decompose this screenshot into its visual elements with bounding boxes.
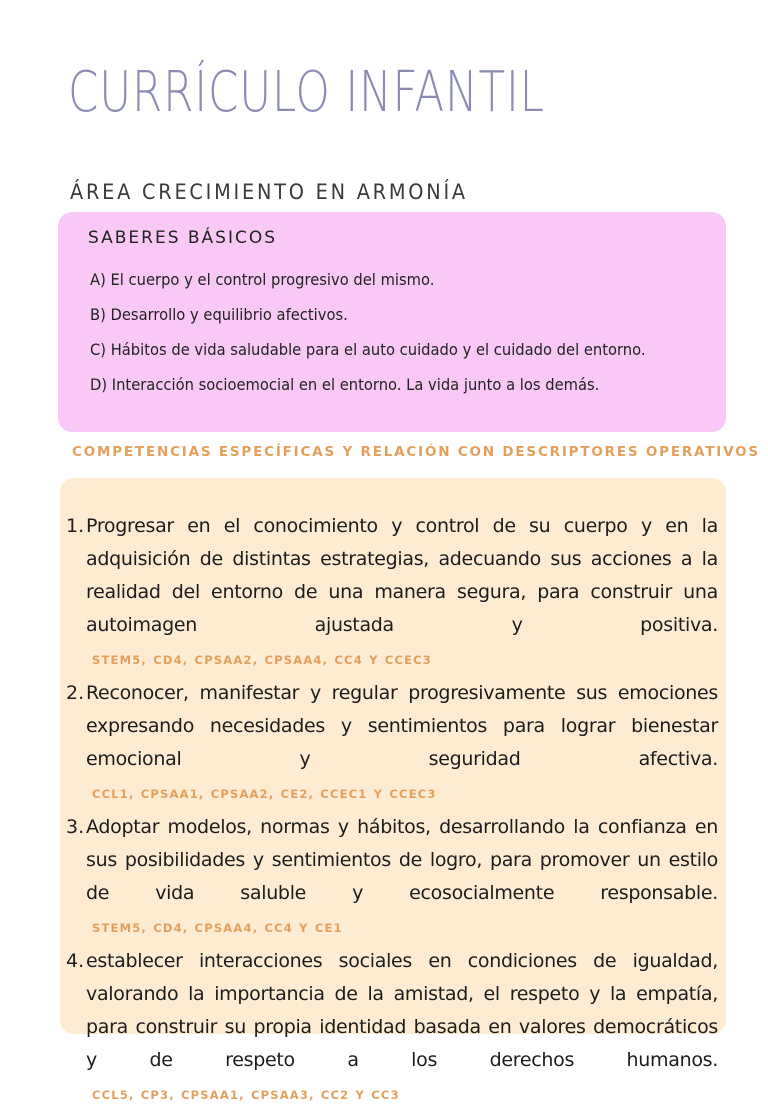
competencia-text: Progresar en el conocimiento y control de su cuerpo y en la adquisición de distintas estrategias, adecuando sus acciones a la realidad del entorno de una manera segura, para construir una autoimagen ajustada y positiva. bbox=[86, 515, 718, 636]
competencia-text: Reconocer, manifestar y regular progresivamente sus emociones expresando necesidades y sentimientos para lograr bienestar emocional y seguridad afectiva. bbox=[86, 682, 718, 770]
competencia-text: Adoptar modelos, normas y hábitos, desarrollando la confianza en sus posibilidades y sentimientos de logro, para promover un estilo de vida saluble y ecosocialmente responsable. bbox=[86, 816, 718, 904]
competencias-box bbox=[60, 478, 726, 1102]
saberes-item: A) El cuerpo y el control progresivo del mismo. bbox=[90, 270, 435, 289]
competencia-item bbox=[66, 811, 718, 945]
saberes-item: B) Desarrollo y equilibrio afectivos. bbox=[90, 305, 348, 324]
competencia-descriptors: STEM5, CD4, CPSAA4, CC4 Y CE1 bbox=[92, 921, 343, 935]
page-title: CURRÍCULO INFANTIL bbox=[68, 60, 545, 125]
competencia-number: 3. bbox=[66, 816, 85, 838]
competencia-number: 2. bbox=[66, 682, 85, 704]
competencia-descriptors: CCL1, CPSAA1, CPSAA2, CE2, CCEC1 Y CCEC3 bbox=[92, 787, 437, 801]
competencia-number: 1. bbox=[66, 515, 85, 537]
saberes-list bbox=[90, 262, 694, 402]
saberes-heading: SABERES BÁSICOS bbox=[88, 228, 278, 248]
competencias-list bbox=[66, 510, 718, 1112]
area-title: ÁREA CRECIMIENTO EN ARMONÍA bbox=[70, 180, 468, 204]
competencia-number: 4. bbox=[66, 950, 85, 972]
competencia-item bbox=[66, 945, 718, 1112]
competencias-heading: COMPETENCIAS ESPECÍFICAS Y RELACIÓN CON DESCRIPTORES OPERATIVOS bbox=[72, 444, 760, 460]
competencia-descriptors: CCL5, CP3, CPSAA1, CPSAA3, CC2 Y CC3 bbox=[92, 1088, 400, 1102]
saberes-box bbox=[58, 212, 726, 432]
competencia-item bbox=[66, 677, 718, 811]
saberes-item: C) Hábitos de vida saludable para el auto cuidado y el cuidado del entorno. bbox=[90, 340, 646, 359]
saberes-item: D) Interacción socioemocial en el entorno. La vida junto a los demás. bbox=[90, 375, 600, 394]
competencia-text: establecer interacciones sociales en condiciones de igualdad, valorando la importancia de la amistad, el respeto y la empatía, para construir su propia identidad basada en valores democráticos y de respeto a los derechos humanos. bbox=[86, 950, 718, 1071]
competencia-item bbox=[66, 510, 718, 677]
competencia-descriptors: STEM5, CD4, CPSAA2, CPSAA4, CC4 Y CCEC3 bbox=[92, 653, 433, 667]
